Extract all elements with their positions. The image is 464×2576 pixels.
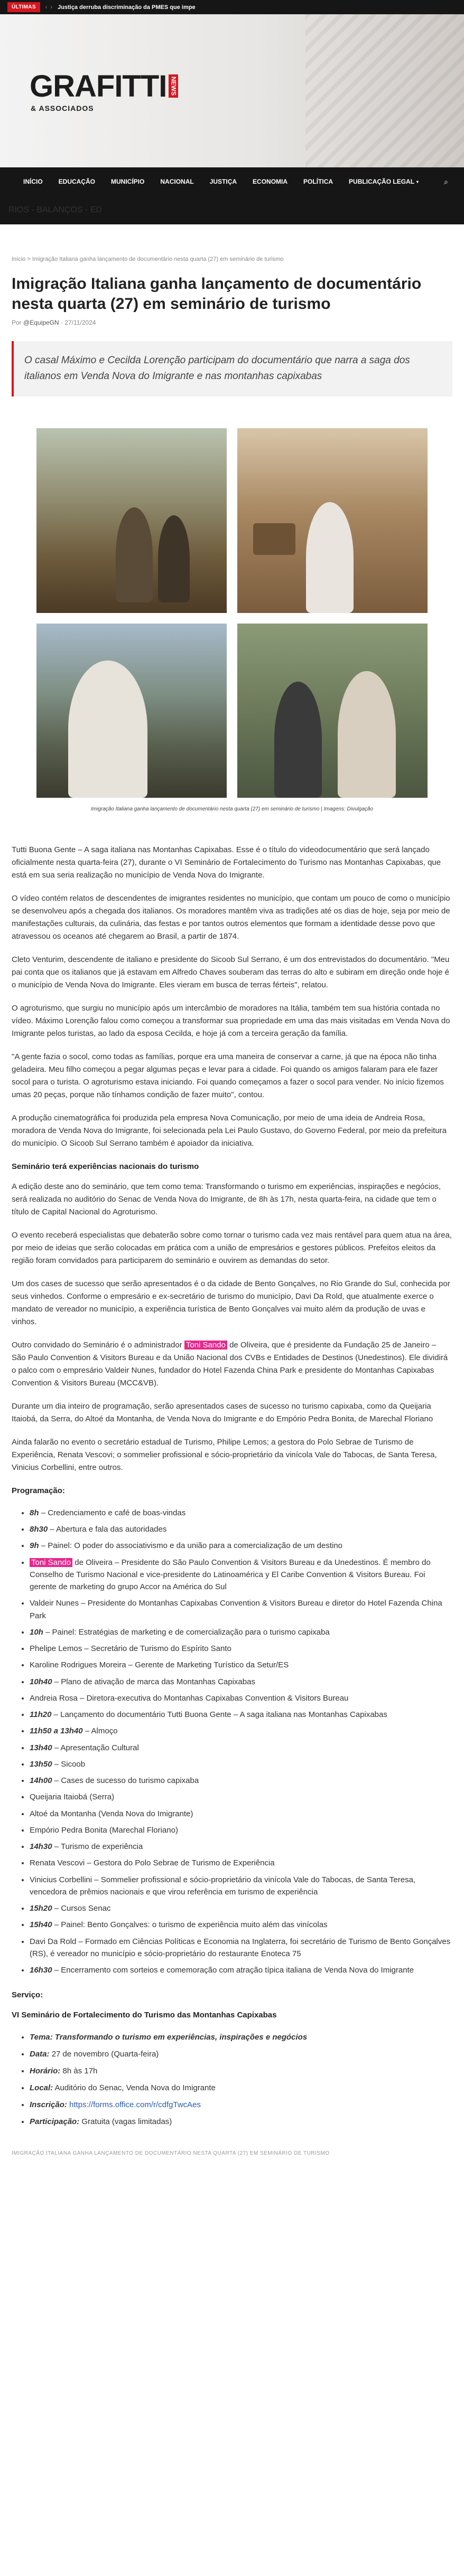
- gallery-photo[interactable]: [36, 624, 227, 798]
- program-time: 11h20: [30, 1710, 52, 1720]
- program-item: [30, 1742, 452, 1754]
- section-heading: Seminário terá experiências nacionais do turismo: [12, 1162, 199, 1171]
- program-item: [30, 1936, 452, 1960]
- ticker-next-icon[interactable]: ›: [50, 4, 53, 11]
- program-text: Queijaria Itaiobá (Serra): [30, 1792, 115, 1802]
- article-title: Imigração Italiana ganha lançamento de documentário nesta quarta (27) em seminário de turismo: [12, 275, 422, 313]
- program-text: – Cases de sucesso do turismo capixaba: [54, 1776, 199, 1786]
- service-label: Participação:: [30, 2117, 80, 2127]
- article-meta: [12, 319, 452, 326]
- program-time: 15h20: [30, 1904, 52, 1913]
- service-label: Data:: [30, 2050, 50, 2059]
- program-time: 16h30: [30, 1966, 52, 1975]
- highlighted-name: Toni Sando: [30, 1558, 72, 1567]
- program-text: Empório Pedra Bonita (Marechal Floriano): [30, 1825, 178, 1835]
- service-item: [30, 2048, 452, 2061]
- meta-by: Por: [12, 319, 22, 326]
- program-item: [30, 1775, 452, 1787]
- service-label: Inscrição:: [30, 2100, 67, 2110]
- meta-separator: ·: [60, 319, 63, 326]
- latest-badge: ÚLTIMAS: [7, 2, 40, 12]
- author-link[interactable]: @EquipeGN: [23, 319, 59, 326]
- gallery-photo[interactable]: [237, 428, 428, 613]
- nav-publicacao-legal-label: PUBLICAÇÃO LEGAL: [349, 178, 415, 185]
- program-text: – Almoço: [85, 1726, 118, 1736]
- program-text: Altoé da Montanha (Venda Nova do Imigrante): [30, 1809, 193, 1818]
- program-text: Davi Da Rold – Formado em Ciências Políticas e Economia na Inglaterra, foi secretário de Turismo de Bento Gonçalves (RS), é vereador no município e sócio-proprietário do restaurante Enoteca 75: [30, 1937, 451, 1958]
- gallery-photo[interactable]: [36, 428, 227, 613]
- program-time: 14h00: [30, 1776, 52, 1786]
- main-navigation: [0, 167, 464, 196]
- program-time: 15h40: [30, 1920, 52, 1930]
- service-value: 27 de novembro (Quarta-feira): [51, 2050, 159, 2059]
- paragraph: A produção cinematográfica foi produzida pela empresa Nova Comunicação, por meio de uma ideia de Andreia Rosa, moradora de Venda Nova do Imigrante, foi selecionada pela Lei Paulo Gustavo, do Governo Federal, por meio da prefeitura do município. O Sicoob Sul Serrano também é apoiador da iniciativa.: [12, 1113, 447, 1148]
- service-item: [30, 2065, 452, 2078]
- program-item: [30, 1841, 452, 1853]
- program-item: [30, 1709, 452, 1721]
- section-heading: Programação:: [12, 1486, 65, 1495]
- program-text: Karoline Rodrigues Moreira – Gerente de Marketing Turístico da Setur/ES: [30, 1660, 289, 1670]
- program-time: 8h30: [30, 1525, 48, 1534]
- program-text: – Cursos Senac: [54, 1904, 111, 1913]
- program-text: – Plano de ativação de marca das Montanhas Capixabas: [54, 1677, 255, 1686]
- program-item: [30, 1874, 452, 1899]
- logo-wordmark: GRAFITTI: [30, 69, 167, 103]
- site-logo[interactable]: [30, 69, 178, 112]
- program-time: 13h40: [30, 1743, 52, 1752]
- breaking-news-bar: [0, 0, 464, 14]
- paragraph: A edição deste ano do seminário, que tem como tema: Transformando o turismo em experiências, inspirações e negócios, será realizada no auditório do Senac de Venda Nova do Imigrante, de 8h às 17h, nesta quarta-feira, na cidade que tem o título de Capital Nacional do Agroturismo.: [12, 1182, 441, 1216]
- program-text: Valdeir Nunes – Presidente do Montanhas Capixabas Convention & Visitors Bureau e diretor do Hotel Fazenda China Park: [30, 1599, 442, 1620]
- nav-justica[interactable]: JUSTIÇA: [209, 178, 237, 185]
- service-info-list: [30, 2031, 452, 2128]
- program-text: – Credenciamento e café de boas-vindas: [41, 1508, 186, 1517]
- paragraph: O agroturismo, que surgiu no município após um intercâmbio de moradores na Itália, também tem sua história contada no vídeo. Máximo Lorenção falou como começou a transformar sua propriedade em uma das mais visitadas em Venda Nova do Imigrante pelos turistas, ao lado da esposa Cecilda, e hoje já com a terceira geração da família.: [12, 1003, 450, 1038]
- program-time: 14h30: [30, 1842, 52, 1852]
- program-text: – Sicoob: [54, 1759, 86, 1769]
- program-time: 8h: [30, 1508, 39, 1517]
- service-item: [30, 2116, 452, 2128]
- service-label: Local:: [30, 2083, 53, 2093]
- program-item: [30, 1597, 452, 1622]
- program-time: 11h50 a 13h40: [30, 1726, 83, 1736]
- paragraph: Cleto Venturim, descendente de italiano e presidente do Sicoob Sul Serrano, é um dos entrevistados do documentário. "Meu pai conta que os italianos que já estavam em Alfredo Chaves souberam das terras do alto e subiram em direção onde hoje é o município de Venda Nova do Imigrante. Eles vieram em busca de terras férteis", relatou.: [12, 955, 450, 989]
- service-label: Horário:: [30, 2067, 61, 2076]
- gallery-photo[interactable]: [237, 624, 428, 798]
- article-container: [12, 256, 452, 2158]
- service-value: Transformando o turismo em experiências, inspirações e negócios: [54, 2033, 308, 2042]
- program-item: [30, 1643, 452, 1655]
- program-item: [30, 1659, 452, 1671]
- nav-educacao[interactable]: EDUCAÇÃO: [58, 178, 96, 185]
- site-header: [0, 14, 464, 167]
- paragraph: Durante um dia inteiro de programação, serão apresentados cases de sucesso no turismo capixaba, como da Queijaria Itaiobá, da Serra, do Altoé da Montanha, de Venda Nova do Imigrante e do Empório Pedra Bonita, de Marechal Floriano: [12, 1401, 433, 1423]
- program-item: [30, 1857, 452, 1869]
- breadcrumb[interactable]: Início > Imigração Italiana ganha lançamento de documentário nesta quarta (27) em seminário de turismo: [12, 256, 284, 262]
- service-value: 8h às 17h: [62, 2067, 98, 2076]
- photo-gallery: [36, 428, 428, 798]
- program-text: Vinicius Corbellini – Sommelier profissional e sócio-proprietário da vinícola Vale do Tabocas, de Santa Teresa, vencedora de prêmios nacionais e que virou referência em turismo de experiência: [30, 1875, 416, 1896]
- chevron-down-icon: ▾: [416, 179, 419, 184]
- program-item: [30, 1507, 452, 1519]
- service-value: Gratuita (vagas limitadas): [81, 2117, 172, 2127]
- program-text: – Painel: O poder do associativismo e da união para a comercialização de um destino: [41, 1541, 343, 1551]
- program-item: [30, 1523, 452, 1535]
- program-text: – Turismo de experiência: [54, 1842, 143, 1852]
- program-item: [30, 1758, 452, 1770]
- service-item: [30, 2031, 452, 2044]
- gallery-caption: Imigração Italiana ganha lançamento de documentário nesta quarta (27) em seminário de turismo | Imagens: Divulgação: [91, 806, 373, 812]
- ticker-prev-icon[interactable]: ‹: [45, 4, 48, 11]
- ticker-headline-link[interactable]: Justiça derruba discriminação da PMES que impe: [58, 4, 196, 11]
- nav-municipio[interactable]: MUNICÍPIO: [111, 178, 145, 185]
- article-footer-title: IMIGRAÇÃO ITALIANA GANHA LANÇAMENTO DE DOCUMENTÁRIO NESTA QUARTA (27) EM SEMINÁRIO DE TURISMO: [12, 2150, 330, 2157]
- article-lead-quote: O casal Máximo e Cecilda Lorenção participam do documentário que narra a saga dos italianos em Venda Nova do Imigrante e nas montanhas capixabas: [12, 341, 452, 397]
- program-time: 13h50: [30, 1759, 52, 1769]
- promo-tag[interactable]: RIOS - BALANÇOS - ED: [0, 196, 464, 224]
- program-text: – Painel: Bento Gonçalves: o turismo de experiência muito além das vinícolas: [54, 1920, 328, 1930]
- paragraph: O evento receberá especialistas que debaterão sobre como tornar o turismo cada vez mais rentável para quem atua na área, por meio de ideias que serão colocadas em prática com a união de empresários e gestores públicos. Prefeitos eleitos da região foram convidados para participarem do seminário e ouvirem as demandas do setor.: [12, 1230, 452, 1265]
- event-name: VI Seminário de Fortalecimento do Turismo das Montanhas Capixabas: [12, 2011, 277, 2020]
- program-text: – Lançamento do documentário Tutti Buona Gente – A saga italiana nas Montanhas Capixabas: [53, 1710, 387, 1720]
- header-background-art: [305, 14, 464, 167]
- paragraph: Outro convidado do Seminário é o administrador Toni Sando de Oliveira, que é presidente da Fundação 25 de Janeiro – São Paulo Convention & Visitors Bureau e da União Nacional dos CVBs e Entidades de Destinos (Unedestinos). Ele dividirá o palco com o empresário Valdeir Nunes, fundador do Hotel Fazenda China Park e presidente do Montanhas Capixabas Convention & Visitors Bureau (MCC&VB).: [12, 1340, 448, 1388]
- program-item: [30, 1676, 452, 1688]
- nav-politica[interactable]: POLÍTICA: [303, 178, 333, 185]
- nav-inicio[interactable]: INÍCIO: [23, 178, 43, 185]
- program-time: 9h: [30, 1541, 39, 1551]
- paragraph: Tutti Buona Gente – A saga italiana nas Montanhas Capixabas. Esse é o título do videodocumentário que será lançado oficialmente nesta quarta-feira (27), durante o VI Seminário de Fortalecimento do Turismo nas Montanhas Capixabas, que está em sua seria realização no município de Venda Nova do Imigrante.: [12, 845, 441, 880]
- service-item: [30, 2099, 452, 2111]
- program-item: [30, 1692, 452, 1704]
- program-text: – Encerramento com sorteios e comemoração com atração típica italiana de Venda Nova do Imigrante: [54, 1966, 414, 1975]
- program-time: 10h: [30, 1627, 43, 1637]
- program-text: de Oliveira – Presidente do São Paulo Convention & Visitors Bureau e da Unedestinos. É membro do Conselho de Turismo Nacional e vice-presidente do Latinoamérica y El Caribe Convention & Visitors Bureau. Foi gerente de marketing do grupo Accor na América do Sul: [30, 1558, 431, 1592]
- program-item: [30, 1808, 452, 1820]
- program-item: [30, 1902, 452, 1914]
- program-item: [30, 1791, 452, 1803]
- ticker-arrows: [45, 4, 52, 11]
- service-value: Auditório do Senac, Venda Nova do Imigrante: [54, 2083, 216, 2093]
- program-item: [30, 1540, 452, 1552]
- program-item: [30, 1919, 452, 1931]
- nav-publicacao-legal[interactable]: [341, 178, 426, 185]
- article-body: [12, 844, 452, 2158]
- program-item: [30, 1964, 452, 1976]
- program-list: [30, 1507, 452, 1977]
- program-text: – Painel: Estratégias de marketing e de comercialização para o turismo capixaba: [45, 1627, 330, 1637]
- program-item: [30, 1556, 452, 1593]
- program-item: [30, 1626, 452, 1638]
- section-heading: Serviço:: [12, 1990, 43, 2000]
- program-item: [30, 1824, 452, 1836]
- registration-link[interactable]: https://forms.office.com/r/cdfgTwcAes: [69, 2100, 201, 2110]
- program-text: Andreia Rosa – Diretora-executiva do Montanhas Capixabas Convention & Visitors Bureau: [30, 1693, 349, 1703]
- program-text: – Abertura e fala das autoridades: [50, 1525, 167, 1534]
- paragraph: Um dos cases de sucesso que serão apresentados é o da cidade de Bento Gonçalves, no Rio Grande do Sul, conhecida por seus vinhedos. Conforme o empresário e ex-secretário de turismo do município, Davi Da Rold, que atualmente exerce o mandato de vereador no município, a experiência turística de Bento Gonçalves vai muito além da produção de uvas e vinhos.: [12, 1279, 450, 1326]
- program-text: – Apresentação Cultural: [54, 1743, 139, 1752]
- paragraph: "A gente fazia o socol, como todas as famílias, porque era uma maneira de conservar a carne, já que na época não tinha geladeira. Meu filho começou a pegar algumas peças e levar para a cidade. Foi quando os amigos falaram para ele fazer socol para o turista. O agroturismo estava iniciando. Foi quando começamos a fazer o socol para vender. No início fizemos umas 20 peças, porque não tínhamos condição de fazer muito", contou.: [12, 1052, 444, 1099]
- search-icon[interactable]: ⌕: [444, 177, 448, 186]
- paragraph: O vídeo contém relatos de descendentes de imigrantes residentes no município, que contam um pouco de como o município se desenvolveu após a chegada dos italianos. Os moradores mantêm viva as tradições até os dias de hoje, seja por meio de manifestações culturais, da culinária, das festas e por tantos outros elementos que formam a identidade desse povo que atravessou os oceanos até chegarem ao Brasil, a partir de 1874.: [12, 893, 450, 941]
- logo-news-tag: NEWS: [169, 74, 178, 98]
- nav-nacional[interactable]: NACIONAL: [160, 178, 194, 185]
- program-time: 10h40: [30, 1677, 52, 1686]
- publish-date: 27/11/2024: [64, 319, 96, 326]
- paragraph: Ainda falarão no evento o secretário estadual de Turismo, Philipe Lemos; a gestora do Polo Sebrae de Turismo de Experiência, Renata Vescovi; o sommelier profissional e sócio-proprietário da vinícola Vale do Tabocas, de Santa Teresa, Vinicius Corbellini, entre outros.: [12, 1437, 437, 1472]
- nav-economia[interactable]: ECONOMIA: [253, 178, 288, 185]
- service-item: [30, 2082, 452, 2094]
- service-label: Tema:: [30, 2033, 53, 2042]
- program-text: Renata Vescovi – Gestora do Polo Sebrae de Turismo de Experiência: [30, 1858, 275, 1868]
- program-item: [30, 1725, 452, 1737]
- logo-subtitle: & ASSOCIADOS: [31, 104, 94, 112]
- program-text: Phelipe Lemos – Secretário de Turismo do Espírito Santo: [30, 1644, 231, 1654]
- highlighted-name: Toni Sando: [184, 1341, 227, 1350]
